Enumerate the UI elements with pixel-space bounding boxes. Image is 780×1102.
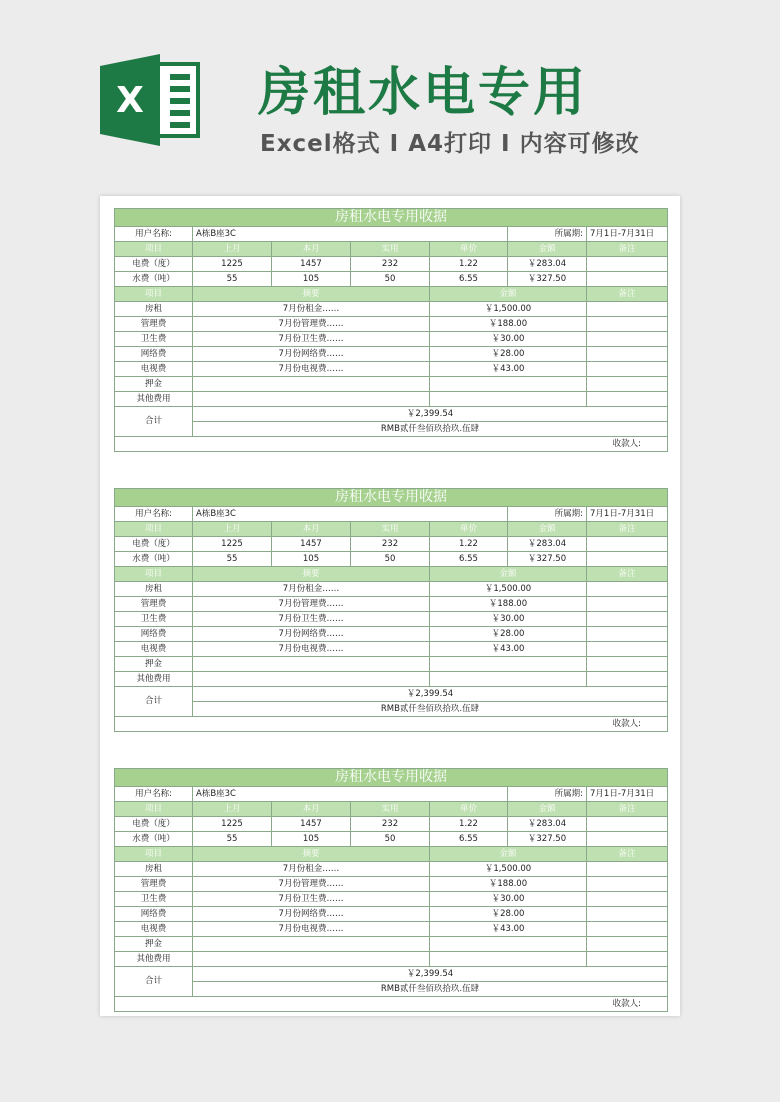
fee-header-amount: 金额 [430,847,587,862]
fee-amount[interactable]: ￥28.00 [430,907,587,922]
meter-amount[interactable]: ￥283.04 [508,257,587,272]
fee-note[interactable] [587,937,668,952]
total-amount[interactable]: ￥2,399.54 [193,967,668,982]
table-row [115,552,668,567]
meter-header-row [115,802,668,817]
fee-note[interactable] [587,672,668,687]
meter-price[interactable]: 1.22 [430,817,508,832]
fee-item: 房租 [115,302,193,317]
col-header-note: 备注 [587,802,668,817]
col-header-item: 项目 [115,802,193,817]
fee-note[interactable] [587,332,668,347]
fee-amount[interactable]: ￥188.00 [430,597,587,612]
fee-item: 电视费 [115,362,193,377]
fee-summary[interactable] [193,392,430,407]
fee-amount[interactable]: ￥30.00 [430,892,587,907]
fee-note[interactable] [587,922,668,937]
user-label: 用户名称: [115,507,193,522]
fee-summary[interactable]: 7月份管理费…… [193,597,430,612]
fee-item: 管理费 [115,317,193,332]
fee-summary[interactable]: 7月份网络费…… [193,347,430,362]
meter-current[interactable]: 1457 [272,537,351,552]
fee-summary[interactable]: 7月份网络费…… [193,907,430,922]
period-label: 所属期: [508,507,587,522]
fee-header-item: 项目 [115,287,193,302]
user-value[interactable]: A栋B座3C [193,507,508,522]
meter-note[interactable] [587,832,668,847]
meter-price[interactable]: 6.55 [430,552,508,567]
fee-header-note: 备注 [587,567,668,582]
fee-amount[interactable]: ￥28.00 [430,627,587,642]
col-header-item: 项目 [115,522,193,537]
fee-header-item: 项目 [115,567,193,582]
meter-item: 电费（度） [115,257,193,272]
col-header-last: 上月 [193,242,272,257]
table-row [115,257,668,272]
col-header-amount: 金额 [508,242,587,257]
meter-used[interactable]: 50 [351,272,430,287]
fee-item: 押金 [115,377,193,392]
total-amount[interactable]: ￥2,399.54 [193,407,668,422]
fee-summary[interactable]: 7月份租金…… [193,582,430,597]
meter-amount[interactable]: ￥327.50 [508,552,587,567]
fee-note[interactable] [587,907,668,922]
total-words[interactable]: RMB贰仟叁佰玖拾玖.伍肆 [193,702,668,717]
payee-label: 收款人: [115,717,668,732]
fee-note[interactable] [587,377,668,392]
fee-amount[interactable] [430,672,587,687]
total-words[interactable]: RMB贰仟叁佰玖拾玖.伍肆 [193,422,668,437]
user-value[interactable]: A栋B座3C [193,787,508,802]
table-row [115,392,668,407]
col-header-price: 单价 [430,522,508,537]
meter-used[interactable]: 232 [351,817,430,832]
meter-used[interactable]: 232 [351,257,430,272]
meter-item: 电费（度） [115,817,193,832]
table-row [115,272,668,287]
fee-note[interactable] [587,582,668,597]
fee-note[interactable] [587,302,668,317]
meter-note[interactable] [587,257,668,272]
meter-last[interactable]: 1225 [193,257,272,272]
col-header-used: 实用 [351,522,430,537]
meter-note[interactable] [587,272,668,287]
fee-amount[interactable]: ￥1,500.00 [430,862,587,877]
table-row [115,362,668,377]
meter-price[interactable]: 6.55 [430,832,508,847]
payee-label: 收款人: [115,437,668,452]
fee-item: 房租 [115,862,193,877]
fee-item: 其他费用 [115,392,193,407]
period-value[interactable]: 7月1日-7月31日 [587,507,668,522]
fee-summary[interactable]: 7月份电视费…… [193,922,430,937]
period-label: 所属期: [508,787,587,802]
col-header-amount: 金额 [508,802,587,817]
meter-item: 水费（吨） [115,832,193,847]
fee-note[interactable] [587,892,668,907]
fee-summary[interactable]: 7月份卫生费…… [193,892,430,907]
fee-note[interactable] [587,627,668,642]
fee-summary[interactable]: 7月份租金…… [193,862,430,877]
col-header-last: 上月 [193,522,272,537]
fee-item: 网络费 [115,907,193,922]
meter-amount[interactable]: ￥327.50 [508,272,587,287]
col-header-note: 备注 [587,242,668,257]
meter-used[interactable]: 232 [351,537,430,552]
meter-current[interactable]: 105 [272,272,351,287]
fee-header-note: 备注 [587,847,668,862]
page-title: 房租水电专用 [258,63,589,123]
fee-note[interactable] [587,657,668,672]
col-header-price: 单价 [430,802,508,817]
table-row [115,642,668,657]
fee-item: 网络费 [115,347,193,362]
fee-amount[interactable]: ￥30.00 [430,612,587,627]
col-header-used: 实用 [351,242,430,257]
col-header-current: 本月 [272,522,351,537]
fee-amount[interactable]: ￥1,500.00 [430,582,587,597]
fee-note[interactable] [587,317,668,332]
fee-item: 电视费 [115,642,193,657]
fee-header-row [115,287,668,302]
fee-item: 其他费用 [115,952,193,967]
fee-amount[interactable] [430,392,587,407]
period-value[interactable]: 7月1日-7月31日 [587,227,668,242]
fee-header-row [115,847,668,862]
table-row [115,922,668,937]
fee-header-summary: 摘要 [193,567,430,582]
fee-summary[interactable]: 7月份卫生费…… [193,612,430,627]
table-row [115,537,668,552]
meter-last[interactable]: 55 [193,552,272,567]
fee-header-note: 备注 [587,287,668,302]
col-header-current: 本月 [272,242,351,257]
meter-item: 水费（吨） [115,552,193,567]
meter-price[interactable]: 6.55 [430,272,508,287]
rent-receipt-table [114,488,668,732]
table-row [115,892,668,907]
fee-summary[interactable] [193,657,430,672]
fee-item: 网络费 [115,627,193,642]
fee-amount[interactable] [430,952,587,967]
col-header-current: 本月 [272,802,351,817]
fee-header-amount: 金额 [430,567,587,582]
page-subtitle: Excel格式 I A4打印 I 内容可修改 [260,131,640,157]
fee-amount[interactable] [430,377,587,392]
meter-item: 水费（吨） [115,272,193,287]
fee-summary[interactable]: 7月份电视费…… [193,642,430,657]
col-header-last: 上月 [193,802,272,817]
fee-summary[interactable] [193,952,430,967]
meter-used[interactable]: 50 [351,832,430,847]
fee-item: 其他费用 [115,672,193,687]
fee-amount[interactable]: ￥188.00 [430,317,587,332]
user-label: 用户名称: [115,787,193,802]
table-row [115,317,668,332]
receipt-title: 房租水电专用收据 [115,769,668,787]
meter-amount[interactable]: ￥283.04 [508,537,587,552]
fee-summary[interactable]: 7月份租金…… [193,302,430,317]
table-row [115,832,668,847]
table-row [115,877,668,892]
fee-amount[interactable] [430,657,587,672]
table-row [115,627,668,642]
table-row [115,907,668,922]
table-row [115,937,668,952]
table-row [115,862,668,877]
meter-amount[interactable]: ￥327.50 [508,832,587,847]
fee-header-row [115,567,668,582]
col-header-note: 备注 [587,522,668,537]
receipt-title: 房租水电专用收据 [115,489,668,507]
fee-note[interactable] [587,612,668,627]
meter-note[interactable] [587,537,668,552]
meter-current[interactable]: 105 [272,552,351,567]
fee-header-summary: 摘要 [193,847,430,862]
fee-item: 卫生费 [115,332,193,347]
fee-summary[interactable] [193,377,430,392]
payee-label: 收款人: [115,997,668,1012]
logo-letter: X [116,80,144,121]
user-value[interactable]: A栋B座3C [193,227,508,242]
meter-header-row [115,522,668,537]
total-amount[interactable]: ￥2,399.54 [193,687,668,702]
fee-header-item: 项目 [115,847,193,862]
total-label: 合计 [115,687,193,717]
fee-amount[interactable]: ￥30.00 [430,332,587,347]
table-row [115,377,668,392]
rent-receipt-table [114,208,668,452]
fee-amount[interactable]: ￥28.00 [430,347,587,362]
fee-item: 押金 [115,937,193,952]
fee-item: 卫生费 [115,892,193,907]
col-header-price: 单价 [430,242,508,257]
total-words[interactable]: RMB贰仟叁佰玖拾玖.伍肆 [193,982,668,997]
table-row [115,672,668,687]
col-header-used: 实用 [351,802,430,817]
table-row [115,582,668,597]
fee-note[interactable] [587,952,668,967]
fee-item: 管理费 [115,597,193,612]
fee-note[interactable] [587,877,668,892]
excel-logo-icon [100,54,200,146]
fee-summary[interactable]: 7月份管理费…… [193,877,430,892]
meter-header-row [115,242,668,257]
fee-item: 电视费 [115,922,193,937]
page-header [0,0,780,190]
col-header-amount: 金额 [508,522,587,537]
fee-summary[interactable]: 7月份卫生费…… [193,332,430,347]
fee-item: 房租 [115,582,193,597]
table-row [115,612,668,627]
fee-amount[interactable] [430,937,587,952]
fee-item: 管理费 [115,877,193,892]
meter-current[interactable]: 1457 [272,257,351,272]
meter-price[interactable]: 1.22 [430,257,508,272]
meter-amount[interactable]: ￥283.04 [508,817,587,832]
fee-header-amount: 金额 [430,287,587,302]
meter-note[interactable] [587,552,668,567]
meter-current[interactable]: 105 [272,832,351,847]
total-label: 合计 [115,967,193,997]
fee-summary[interactable]: 7月份电视费…… [193,362,430,377]
meter-price[interactable]: 1.22 [430,537,508,552]
table-row [115,952,668,967]
fee-note[interactable] [587,642,668,657]
fee-summary[interactable] [193,672,430,687]
meter-item: 电费（度） [115,537,193,552]
fee-amount[interactable]: ￥43.00 [430,362,587,377]
fee-header-summary: 摘要 [193,287,430,302]
meter-last[interactable]: 1225 [193,817,272,832]
meter-last[interactable]: 55 [193,832,272,847]
meter-last[interactable]: 55 [193,272,272,287]
table-row [115,332,668,347]
fee-item: 卫生费 [115,612,193,627]
fee-amount[interactable]: ￥188.00 [430,877,587,892]
period-label: 所属期: [508,227,587,242]
receipt-title: 房租水电专用收据 [115,209,668,227]
receipt-paper [100,196,680,1016]
period-value[interactable]: 7月1日-7月31日 [587,787,668,802]
fee-note[interactable] [587,862,668,877]
fee-item: 押金 [115,657,193,672]
table-row [115,597,668,612]
rent-receipt-table [114,768,668,1012]
fee-amount[interactable]: ￥1,500.00 [430,302,587,317]
total-label: 合计 [115,407,193,437]
fee-note[interactable] [587,362,668,377]
meter-used[interactable]: 50 [351,552,430,567]
fee-note[interactable] [587,347,668,362]
meter-current[interactable]: 1457 [272,817,351,832]
table-row [115,347,668,362]
fee-amount[interactable]: ￥43.00 [430,922,587,937]
table-row [115,657,668,672]
user-label: 用户名称: [115,227,193,242]
fee-summary[interactable] [193,937,430,952]
meter-note[interactable] [587,817,668,832]
table-row [115,817,668,832]
fee-note[interactable] [587,597,668,612]
meter-last[interactable]: 1225 [193,537,272,552]
col-header-item: 项目 [115,242,193,257]
table-row [115,302,668,317]
fee-note[interactable] [587,392,668,407]
fee-summary[interactable]: 7月份网络费…… [193,627,430,642]
fee-amount[interactable]: ￥43.00 [430,642,587,657]
fee-summary[interactable]: 7月份管理费…… [193,317,430,332]
